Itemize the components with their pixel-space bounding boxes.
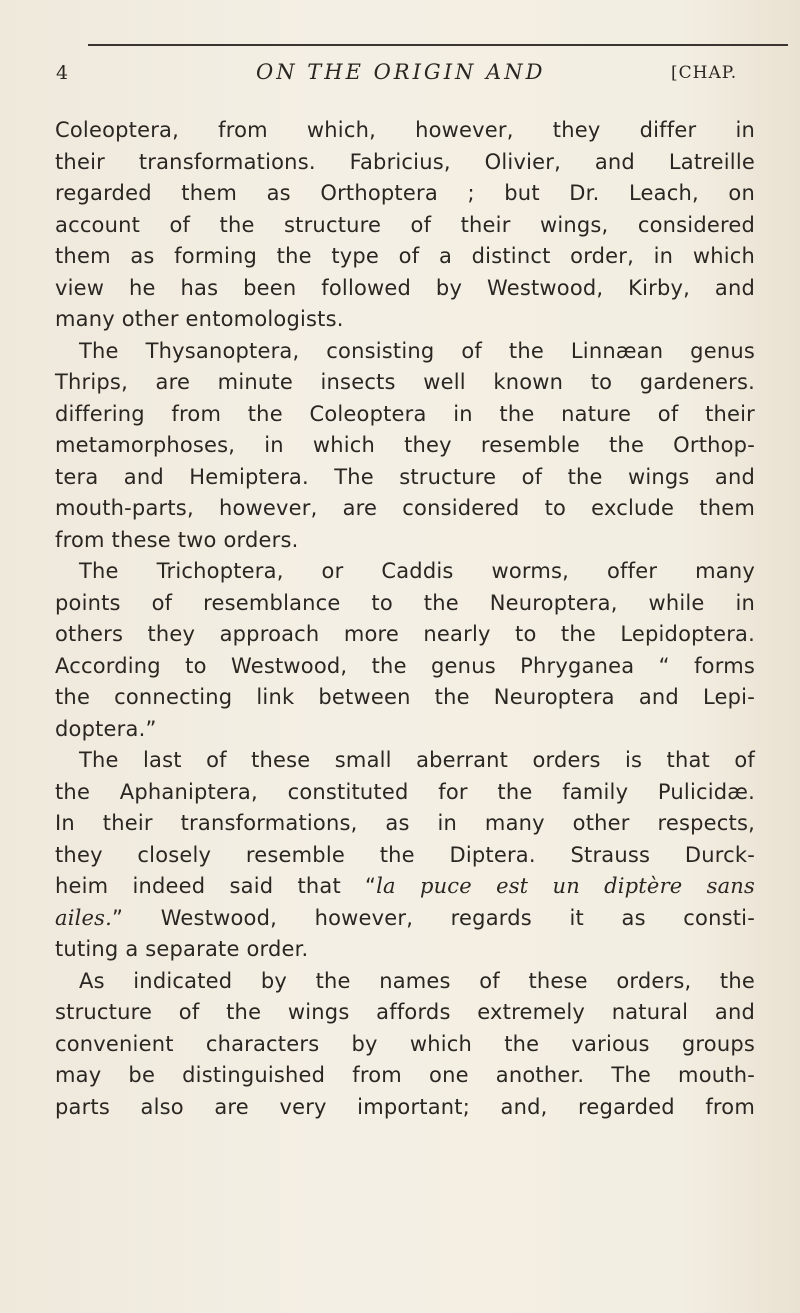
text-line: As indicated by the names of these orders, the [79, 968, 755, 993]
header-rule [88, 44, 788, 46]
text-line: The Trichoptera, or Caddis worms, offer many [79, 559, 755, 583]
text-line: In their transformations, as in many other respects, [55, 811, 755, 835]
text-line: Coleoptera, from which, however, they differ in [55, 118, 755, 142]
text-line: account of the structure of their wings, considered [55, 212, 755, 237]
text-line [55, 871, 755, 903]
text-line: According to Westwood, the genus Phryganea “ forms [55, 653, 755, 678]
page-number: 4 [56, 62, 69, 84]
text-line: tera and Hemiptera. The structure of the wings and [55, 464, 755, 489]
text-line: tuting a separate order. [55, 937, 309, 961]
running-head [56, 62, 756, 92]
text-line: may be distinguished from one another. The mouth- [55, 1063, 755, 1087]
text-segment: ” Westwood, however, regards it as consti- [112, 905, 755, 930]
text-line: mouth-parts, however, are considered to exclude them [55, 496, 755, 520]
italic-quote: ailes. [55, 905, 113, 930]
text-line [55, 903, 755, 935]
running-title: ON THE ORIGIN AND [256, 60, 546, 84]
chapter-marker: [CHAP. [671, 63, 738, 83]
text-line: The Thysanoptera, consisting of the Linnæan genus [79, 338, 755, 363]
text-segment: heim indeed said that “ [55, 874, 377, 898]
text-line: points of resemblance to the Neuroptera, while in [55, 590, 755, 615]
text-line: structure of the wings affords extremely natural and [55, 1000, 755, 1024]
text-line: many other entomologists. [55, 307, 344, 331]
text-line: the connecting link between the Neuroptera and Lepi- [55, 685, 755, 709]
text-line: doptera.” [55, 716, 157, 741]
text-line: they closely resemble the Diptera. Strauss Durck- [55, 842, 755, 867]
text-line: differing from the Coleoptera in the nature of their [55, 401, 755, 426]
text-line: metamorphoses, in which they resemble the Orthop- [55, 433, 755, 457]
text-line: convenient characters by which the various groups [55, 1031, 755, 1056]
text-line: their transformations. Fabricius, Olivier, and Latreille [55, 149, 755, 174]
text-line: others they approach more nearly to the Lepidoptera. [55, 622, 755, 646]
italic-quote: la puce est un diptère sans [376, 874, 755, 898]
body-text [55, 115, 755, 1123]
text-line: parts also are very important; and, regarded from [55, 1094, 755, 1119]
text-line: the Aphaniptera, constituted for the family Pulicidæ. [55, 779, 755, 804]
text-line: regarded them as Orthoptera ; but Dr. Leach, on [55, 181, 755, 205]
text-line: Thrips, are minute insects well known to gardeners. [55, 370, 755, 394]
text-line: from these two orders. [55, 527, 299, 552]
text-line: them as forming the type of a distinct order, in which [55, 244, 755, 268]
text-line: The last of these small aberrant orders is that of [79, 748, 755, 772]
text-line: view he has been followed by Westwood, Kirby, and [55, 275, 755, 300]
